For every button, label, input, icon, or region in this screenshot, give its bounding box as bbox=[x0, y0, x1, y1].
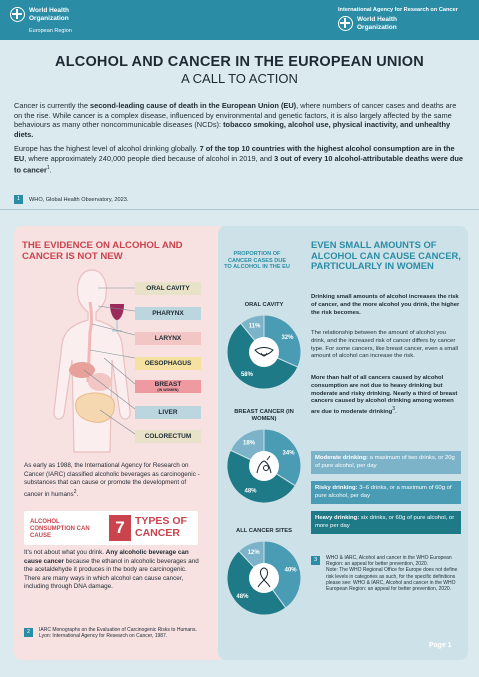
organ-label bbox=[135, 380, 201, 393]
who-org-line1: World Health bbox=[29, 7, 69, 14]
organ-name: COLORECTUM bbox=[144, 433, 192, 440]
text-run: . bbox=[76, 490, 79, 498]
text-run: Europe has the highest level of alcohol drinking globally. bbox=[14, 144, 200, 154]
organ-label bbox=[135, 430, 201, 443]
organ-name: LARYNX bbox=[154, 335, 182, 342]
def-term: Heavy drinking: bbox=[315, 515, 360, 521]
pie-slice-label: 48% bbox=[244, 488, 257, 495]
organ-label bbox=[135, 332, 201, 345]
organ-name: BREAST bbox=[154, 381, 182, 388]
text-run: because the ethanol in alcoholic beverages and the acetaldehyde it produces in the body are carcinogenic. There are many ways in which alcohol can cause cancer, including through DNA damage. bbox=[24, 557, 199, 591]
text-run: , where numbers of cancer cases and deaths are on the rise. While cancer is a complex disease, influenced by environmental and genetic factors, it is also largely affected by the same behaviours as many other noncommunicable diseases (NCDs): bbox=[14, 101, 457, 130]
reference-text: IARC Monographs on the Evaluation of Carcinogenic Risks to Humans. Lyon: International Agency for Research on Cancer, 1987. bbox=[39, 627, 197, 639]
text-run: tobacco smoking, alcohol use, physical inactivity, and unhealthy diets. bbox=[14, 120, 451, 139]
pie-slice-label: 34% bbox=[282, 450, 295, 457]
def-term: Risky drinking: bbox=[315, 485, 358, 491]
reference-number: 2 bbox=[24, 628, 33, 637]
who-org-line2: Organization bbox=[29, 14, 69, 22]
footnote-marker: 1 bbox=[46, 164, 50, 171]
types-left-label: ALCOHOL CONSUMPTION CAN CAUSE bbox=[30, 519, 90, 539]
hero bbox=[0, 40, 479, 95]
text-run: Any alcoholic beverage can cause cancer bbox=[24, 549, 189, 565]
pie-center bbox=[249, 337, 279, 367]
text-run: 7 of the top 10 countries with the highest alcohol consumption are in the EU bbox=[14, 144, 455, 163]
pie-chart-oral-cavity bbox=[225, 313, 303, 391]
organ-label bbox=[135, 282, 201, 295]
who-emblem-icon bbox=[10, 7, 25, 22]
def-text: 3–6 drinks, or a maximum of 60g of pure alcohol, per day bbox=[315, 485, 452, 499]
small-amounts-title: EVEN SMALL AMOUNTS OF ALCOHOL CAN CAUSE CANCER, PARTICULARLY IN WOMEN bbox=[311, 239, 461, 272]
pie-label-oral-cavity: ORAL CAVITY bbox=[244, 302, 284, 308]
proportion-title: PROPORTION OF CANCER CASES DUE TO ALCOHOL IN THE EU bbox=[224, 251, 290, 271]
iarc-name: International Agency for Research on Cancer bbox=[338, 7, 458, 13]
def-heavy bbox=[311, 511, 461, 534]
page-title: ALCOHOL AND CANCER IN THE EUROPEAN UNION bbox=[55, 54, 424, 70]
footnote-marker: 2 bbox=[73, 488, 77, 495]
reference-number: 3 bbox=[311, 556, 320, 565]
def-risky bbox=[311, 481, 461, 504]
organ-name: OESOPHAGUS bbox=[144, 360, 192, 367]
who-org2-line2: Organization bbox=[357, 23, 397, 31]
text-run: 3 out of every 10 alcohol-attributable deaths were due to cancer bbox=[14, 153, 464, 175]
small-amounts-p2: The relationship between the amount of alcohol you drink, and the increased risk of cancer differs by cancer type. For some cancers, like breast cancer, even a small amount of alcohol can increase the risk. bbox=[311, 330, 459, 360]
divider bbox=[0, 209, 479, 210]
page-number: Page 1 bbox=[429, 642, 452, 649]
who-europe-logo bbox=[10, 7, 72, 34]
intro-paragraph-2 bbox=[14, 144, 464, 174]
reference-2 bbox=[24, 627, 204, 639]
reference-number: 1 bbox=[14, 195, 23, 204]
page-subtitle: A CALL TO ACTION bbox=[181, 71, 298, 86]
text-run: Drinking small amounts of alcohol increases the risk of cancer, and the more alcohol you drink, the higher the risk becomes. bbox=[311, 294, 460, 316]
any-beverage-text bbox=[24, 549, 204, 592]
text-run: , where approximately 240,000 people died because of alcohol in 2019, and bbox=[24, 153, 275, 163]
text-run: More than half of all cancers caused by alcohol consumption are not due to heavy drinking but moderate and risky drinking. Nearly a third of breast cancers caused by alcohol drinking among women are due to moderate drinking bbox=[311, 375, 458, 416]
def-moderate bbox=[311, 451, 461, 474]
pie-slice-label: 48% bbox=[236, 593, 249, 600]
pie-slice-label: 12% bbox=[247, 549, 260, 556]
organ-name: LIVER bbox=[158, 409, 178, 416]
intro-text bbox=[14, 101, 464, 175]
text-run: . bbox=[49, 165, 52, 175]
pie-slice-label: 58% bbox=[240, 372, 253, 379]
who-org2-line1: World Health bbox=[357, 16, 397, 23]
organ-label bbox=[135, 307, 201, 320]
organ-qualifier: (IN WOMEN) bbox=[157, 388, 179, 392]
text-run: second-leading cause of death in the European Union (EU) bbox=[90, 101, 297, 110]
text-run: . bbox=[394, 409, 397, 416]
intro-paragraph-1 bbox=[14, 101, 464, 139]
pie-slice-label: 18% bbox=[242, 440, 256, 447]
small-amounts-p1 bbox=[311, 294, 461, 317]
organ-label bbox=[135, 357, 201, 370]
organ-name: ORAL CAVITY bbox=[146, 285, 190, 292]
reference-3 bbox=[311, 555, 461, 592]
pie-chart-breast-cancer bbox=[225, 427, 303, 505]
text-run: It’s not about what you drink. bbox=[24, 549, 106, 556]
iarc-classification-text bbox=[24, 462, 204, 499]
def-text: a maximum of two drinks, or 20g of pure alcohol, per day bbox=[315, 455, 455, 469]
organ-name: PHARYNX bbox=[152, 310, 184, 317]
iarc-logo bbox=[338, 7, 458, 31]
who-emblem-icon bbox=[338, 16, 353, 31]
reference-1 bbox=[14, 195, 128, 204]
footnote-marker: 3 bbox=[392, 406, 395, 413]
pie-slice-label: 11% bbox=[248, 323, 261, 330]
top-bar bbox=[0, 0, 479, 40]
def-term: Moderate drinking: bbox=[315, 455, 369, 461]
reference-text: WHO & IARC, Alcohol and cancer in the WHO European Region: an appeal for better prevention, 2020. bbox=[326, 555, 452, 568]
reference-note: Note: The WHO Regional Office for Europe does not define risk levels in categories as such, for the specific definitions please see: WHO & IARC, Alcohol and cancer in the WHO European Region: an appeal for better prevention, 2020. bbox=[326, 567, 458, 593]
text-run: As early as 1988, the International Agency for Research on Cancer (IARC) classified alcoholic beverages as carcinogenic - substances that can cause or promote the development of cancer in humans bbox=[24, 462, 200, 498]
small-amounts-p3 bbox=[311, 375, 461, 417]
types-number: 7 bbox=[109, 515, 131, 541]
seven-types-callout bbox=[24, 511, 198, 545]
def-text: six drinks, or 60g of pure alcohol, or more per day bbox=[315, 515, 455, 529]
evidence-title: THE EVIDENCE ON ALCOHOL AND CANCER IS NOT NEW bbox=[22, 240, 183, 262]
organ-label bbox=[135, 406, 201, 419]
pie-slice-label: 40% bbox=[284, 567, 297, 574]
who-region: European Region bbox=[29, 28, 72, 34]
types-right-label: TYPES OF CANCER bbox=[135, 515, 187, 539]
pie-label-all-sites: ALL CANCER SITES bbox=[236, 528, 292, 534]
pie-slice-label: 32% bbox=[281, 334, 294, 341]
reference-text: WHO, Global Health Observatory, 2023. bbox=[29, 196, 129, 203]
pie-chart-all-sites bbox=[225, 539, 303, 617]
pie-label-breast-cancer: BREAST CANCER (IN WOMEN) bbox=[234, 409, 294, 422]
text-run: Cancer is currently the bbox=[14, 101, 90, 110]
